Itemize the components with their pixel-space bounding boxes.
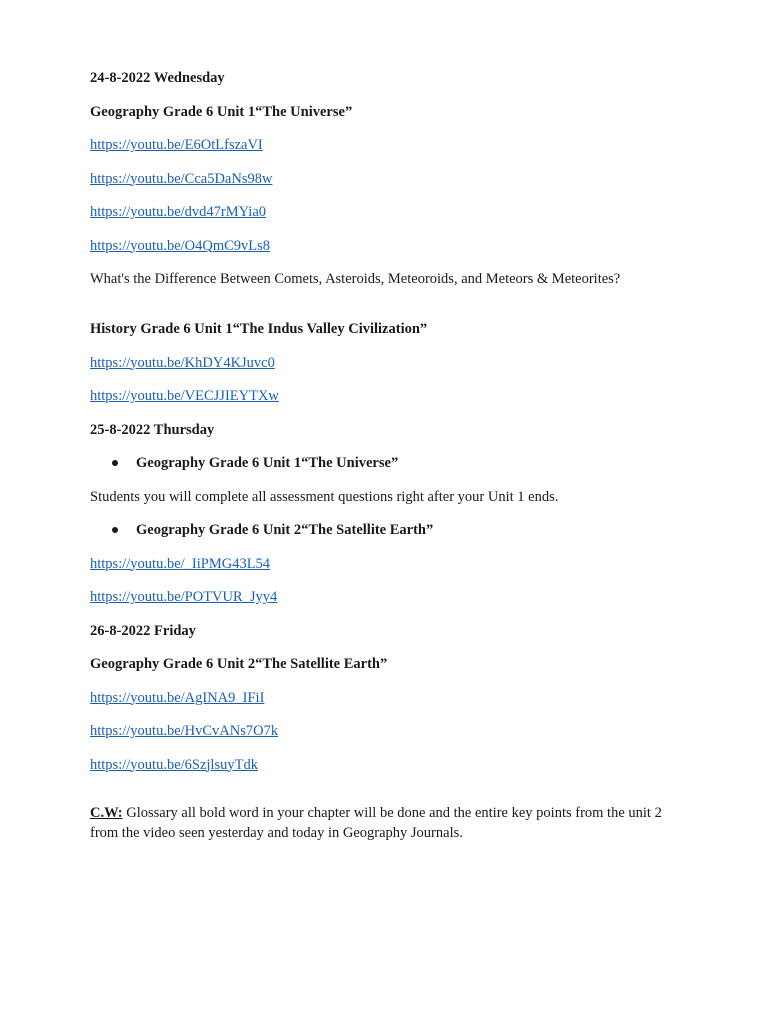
video-link[interactable]: https://youtu.be/Cca5DaNs98w [90, 170, 273, 187]
geography-unit1-title: Geography Grade 6 Unit 1“The Universe” [90, 103, 353, 120]
geography-note: What's the Difference Between Comets, Asteroids, Meteoroids, and Meteors & Meteorites? [90, 271, 621, 287]
date-heading-friday: 26-8-2022 Friday [90, 622, 196, 639]
document-page [90, 68, 690, 857]
video-link[interactable]: https://youtu.be/AgINA9_IFiI [90, 689, 265, 706]
geography-unit2-title: Geography Grade 6 Unit 2“The Satellite Earth” [90, 656, 388, 672]
video-link[interactable]: https://youtu.be/HvCvANs7O7k [90, 723, 279, 739]
bullet-icon [112, 460, 118, 466]
classwork-text: Glossary all bold word in your chapter will be done and the entire key points from the unit 2 from the video seen yesterday and today in Geography Journals. [90, 804, 662, 841]
bullet-text: Geography Grade 6 Unit 2“The Satellite Earth” [136, 522, 434, 538]
assessment-note: Students you will complete all assessment questions right after your Unit 1 ends. [90, 488, 559, 505]
video-link[interactable]: https://youtu.be/E6OtLfszaVI [90, 137, 263, 153]
bullet-item [112, 453, 690, 473]
date-heading-wednesday: 24-8-2022 Wednesday [90, 70, 225, 86]
bullet-text: Geography Grade 6 Unit 1“The Universe” [136, 455, 399, 471]
video-link[interactable]: https://youtu.be/POTVUR_Jyy4 [90, 589, 278, 605]
video-link[interactable]: https://youtu.be/dvd47rMYia0 [90, 204, 267, 220]
bullet-icon [112, 527, 118, 533]
history-unit1-title: History Grade 6 Unit 1“The Indus Valley Civilization” [90, 321, 428, 337]
video-link[interactable]: https://youtu.be/KhDY4KJuvc0 [90, 354, 275, 371]
video-link[interactable]: https://youtu.be/VECJJIEYTXw [90, 388, 279, 404]
video-link[interactable]: https://youtu.be/_IiPMG43L54 [90, 555, 271, 572]
classwork-label: C.W: [90, 804, 123, 821]
classwork-paragraph [90, 803, 690, 843]
video-link[interactable]: https://youtu.be/6SzjlsuyTdk [90, 756, 258, 773]
video-link[interactable]: https://youtu.be/O4QmC9vLs8 [90, 237, 271, 254]
date-heading-thursday: 25-8-2022 Thursday [90, 421, 215, 438]
bullet-item [112, 520, 690, 540]
